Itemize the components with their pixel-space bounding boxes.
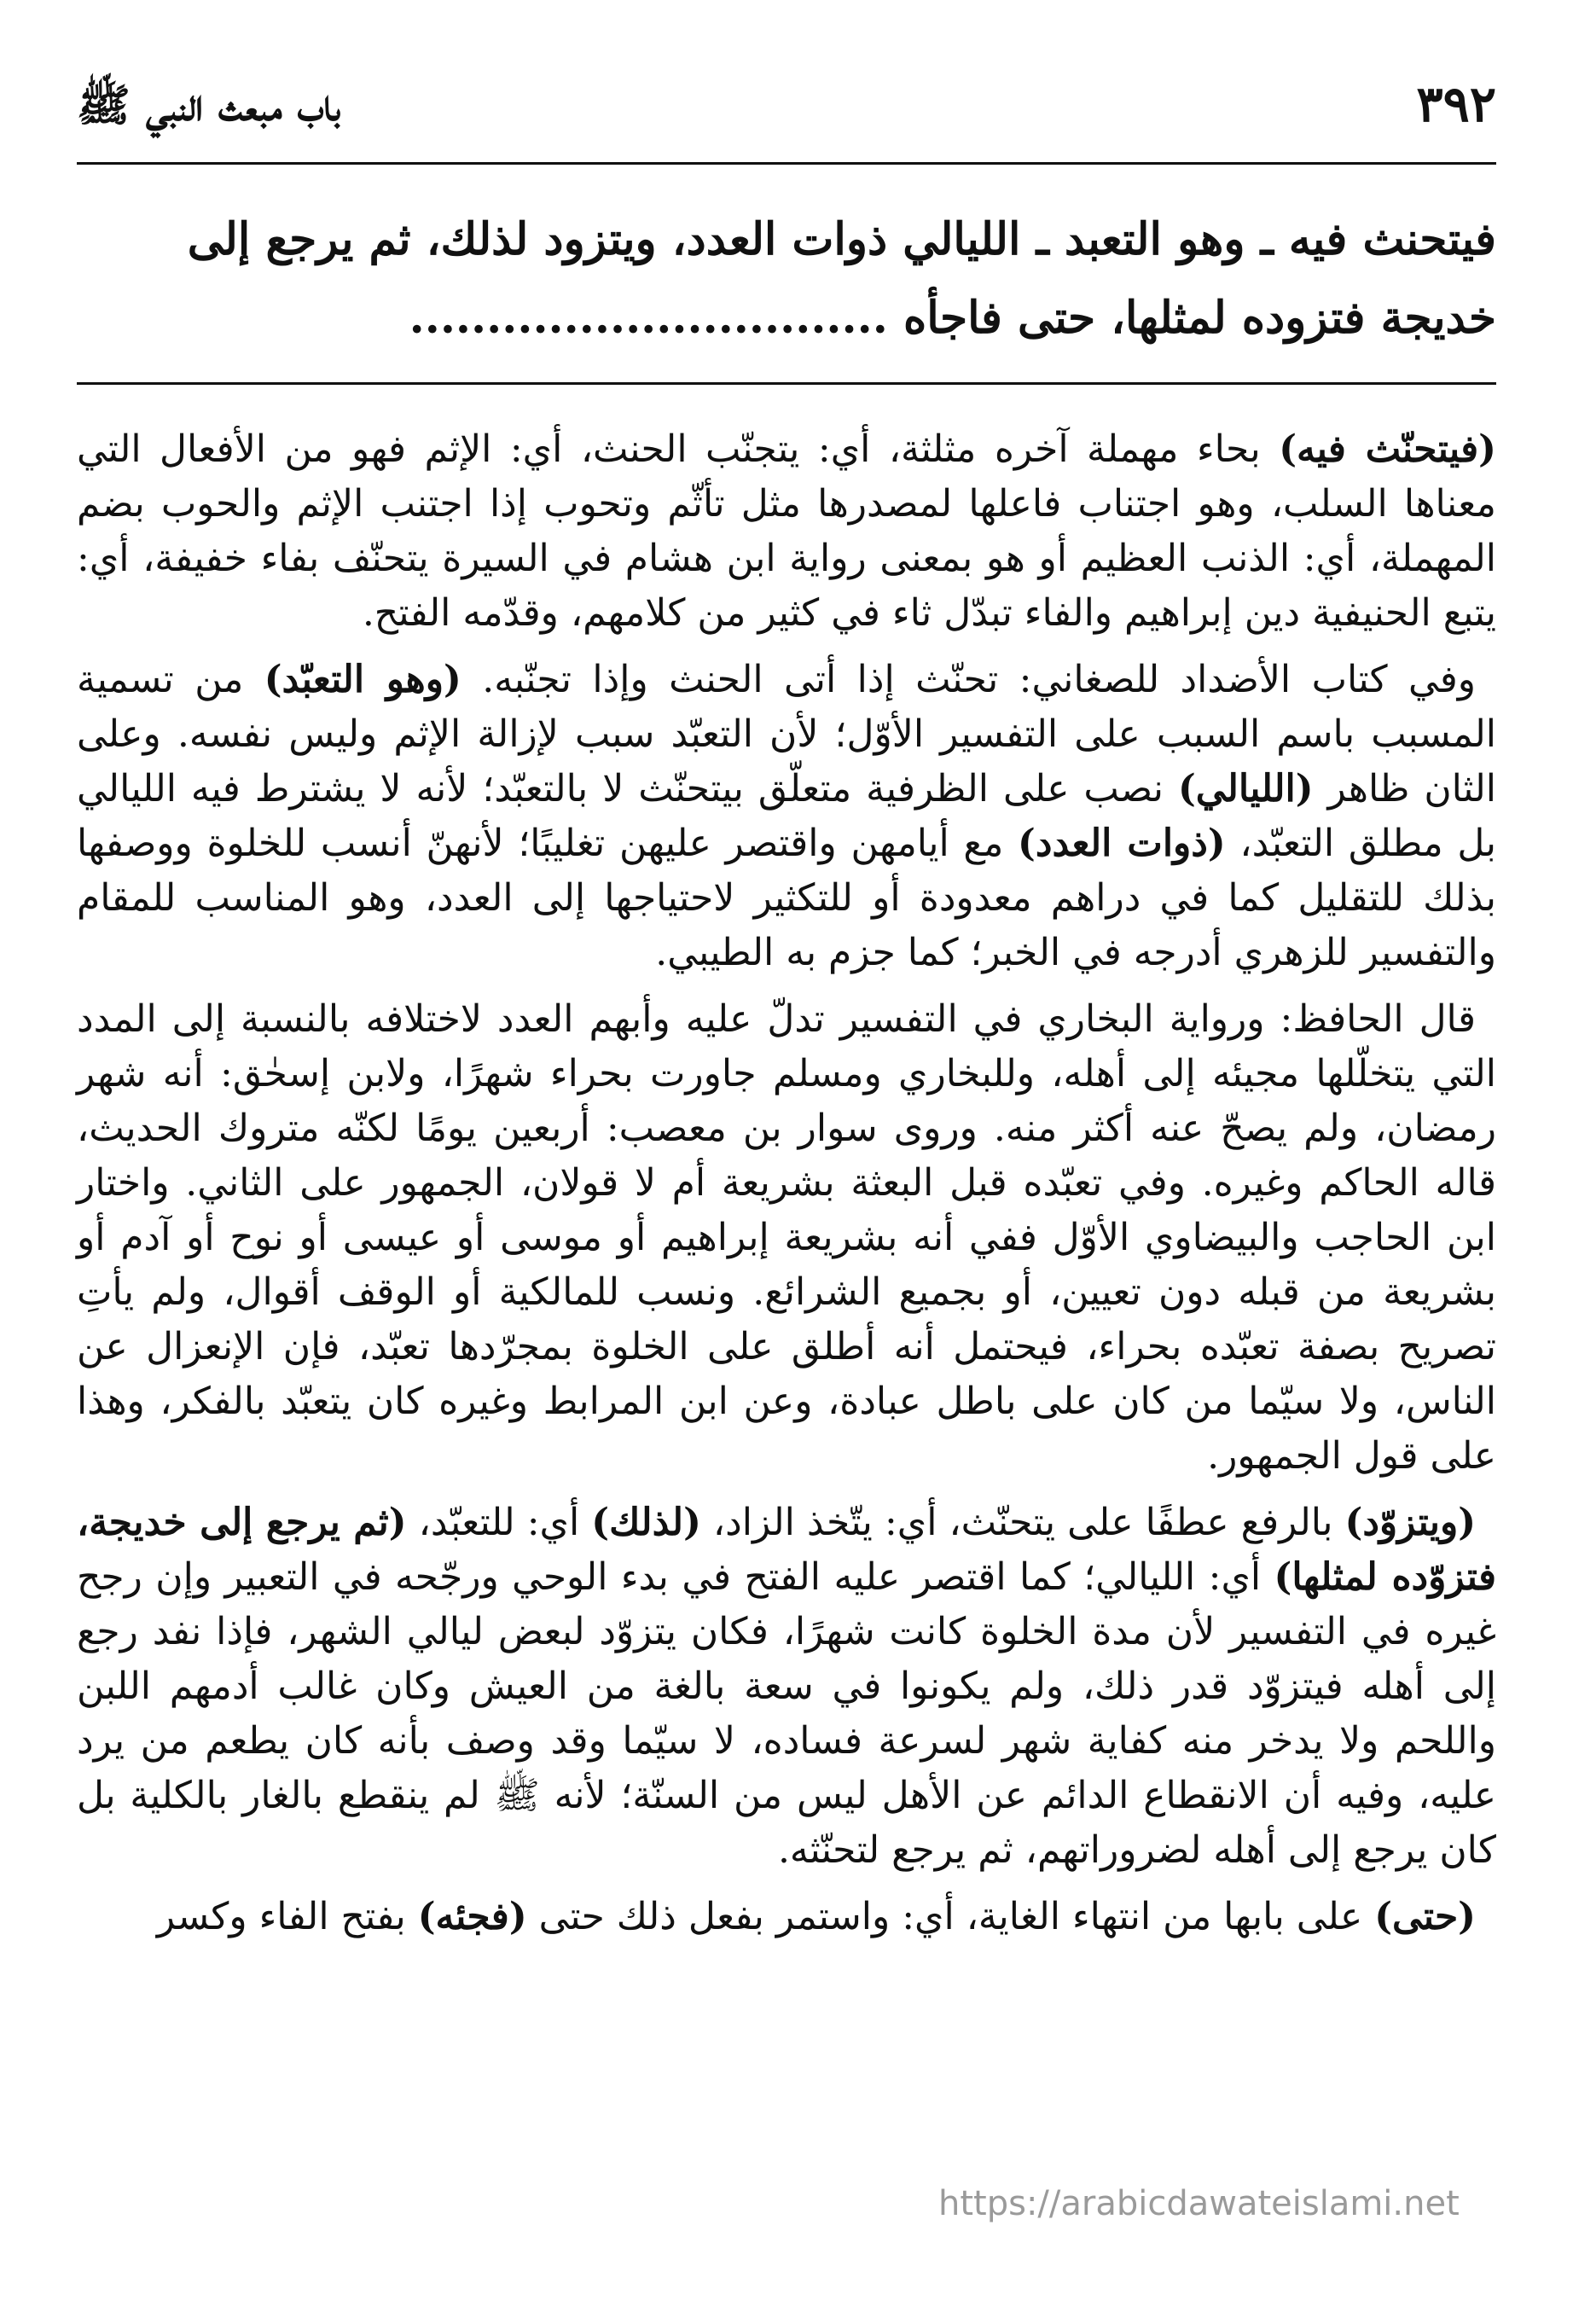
term: (ثم يرجع إلى خديجة، فتزوّده لمثلها) [77,1501,1496,1599]
term: (الليالي) [1177,767,1314,810]
hadith-line-1: فيتحنث فيه ـ وهو التعبد ـ الليالي ذوات العدد، ويتزود لذلك، ثم يرجع إلى [187,213,1496,265]
term: (فجئه) [417,1895,527,1938]
commentary-text: بحاء مهملة آخره مثلثة، أي: يتجنّب الحنث، أي: الإثم فهو من الأفعال التي معناها السلب، وهو اجتناب فاعلها لمصدرها مثل تأثّم وتحوب إذا اجتنب الإثم والحوب بضم المهملة، أي: الذنب العظيم أو هو بمعنى رواية ابن هشام في السيرة يتحنّف بفاء خفيفة، أي: يتبع الحنيفية دين إبراهيم والفاء تبدّل ثاء في كثير من كلامهم، وقدّمه الفتح. [77,427,1496,635]
term: (ذوات العدد) [1018,822,1226,865]
commentary-text: أي: الليالي؛ كما اقتصر عليه الفتح في بدء الوحي ورجّحه في التعبير وإن رجح غيره في التفسير لأن مدة الخلوة كانت شهرًا، فكان يتزوّد لبعض ليالي الشهر، فإذا نفد رجع إلى أهله فيتزوّد قدر ذلك، ولم يكونوا في سعة بالغة من العيش وكان غالب أدمهم اللبن واللحم ولا يدخر منه كفاية شهر لسرعة فساده، لا سيّما وقد وصف بأنه كان يطعم من يرد عليه، وفيه أن الانقطاع الدائم عن الأهل ليس من السنّة؛ لأنه ﷺ لم ينقطع بالغار بالكلية بل كان يرجع إلى أهله لضروراتهم، ثم يرجع لتحنّثه. [77,1555,1497,1872]
page-header [77,68,1496,145]
commentary-paragraph-2 [77,653,1496,980]
section-divider [77,382,1496,385]
commentary [77,422,1496,1956]
page-number: ٣٩٢ [1416,75,1496,133]
commentary-text: بفتح الفاء وكسر [156,1895,418,1938]
term: (وهو التعبّد) [264,658,461,701]
commentary-paragraph-3: قال الحافظ: ورواية البخاري في التفسير تدلّ عليه وأبهم العدد لاختلافه بالنسبة إلى المدد التي يتخلّلها مجيئه إلى أهله، وللبخاري ومسلم جاورت بحراء شهرًا، ولابن إسحٰق: أنه شهر رمضان، ولم يصحّ عنه أكثر منه. وروى سوار بن معصب: أربعين يومًا لكنّه متروك الحديث، قاله الحاكم وغيره. وفي تعبّده قبل البعثة بشريعة أم لا قولان، الجمهور على الثاني. واختار ابن الحاجب والبيضاوي الأوّل ففي أنه بشريعة إبراهيم أو موسى أو عيسى أو نوح أو آدم أو بشريعة من قبله دون تعيين، أو بجميع الشرائع. ونسب للمالكية أو الوقف أقوال، ولم يأتِ تصريح بصفة تعبّده بحراء، فيحتمل أنه أطلق على الخلوة بمجرّدها تعبّد، فإن الإنعزال عن الناس، ولا سيّما من كان على باطل عبادة، وعن ابن المرابط وغيره كان يتعبّد بالفكر، وهذا على قول الجمهور. [77,997,1496,1478]
watermark-url: https://arabicdawateislami.net [938,2184,1460,2223]
commentary-text: أي: للتعبّد، [406,1501,592,1544]
commentary-paragraph-1 [77,422,1496,641]
commentary-text: نصب على الظرفية متعلّق بيتحنّث لا بالتعبّد؛ لأنه لا يشترط فيه الليالي بل مطلق التعبّد، [77,767,1496,865]
hadith-text [77,200,1496,357]
commentary-paragraph-4 [77,1496,1496,1878]
commentary-paragraph-5 [77,1890,1496,1944]
commentary-text: من تسمية المسبب باسم السبب على التفسير الأوّل؛ لأن التعبّد سبب لإزالة الإثم وليس نفسه. وعلى الثان ظاهر [77,658,1496,810]
term: (فيتحنّث فيه) [1279,427,1497,471]
term: (حتى) [1374,1895,1476,1938]
commentary-text: وفي كتاب الأضداد للصغاني: تحنّث إذا أتى الحنث وإذا تجنّبه. [461,658,1476,701]
running-title: باب مبعث النبي ﷺ [77,79,341,131]
commentary-text: بالرفع عطفًا على يتحنّث، أي: يتّخذ الزاد، [700,1501,1345,1544]
commentary-text: مع أيامهن واقتصر عليهن تغليبًا؛ لأنهنّ أنسب للخلوة ووصفها بذلك للتقليل كما في دراهم معدودة أو للتكثير لاحتياجها إلى العدد، وهو المناسب للمقام والتفسير للزهري أدرجه في الخبر؛ كما جزم به الطيبي. [77,822,1496,974]
term: (ويتزوّد) [1344,1501,1477,1544]
commentary-text: على بابها من انتهاء الغاية، أي: واستمر بفعل ذلك حتى [526,1895,1375,1938]
hadith-line-2-text: خديجة فتزوده لمثلها، حتى فاجأه [903,292,1496,344]
header-rule [77,162,1496,165]
term: (لذلك) [591,1501,701,1544]
hadith-line-2 [77,279,1496,357]
hadith-ellipsis: ............................... [409,292,888,344]
